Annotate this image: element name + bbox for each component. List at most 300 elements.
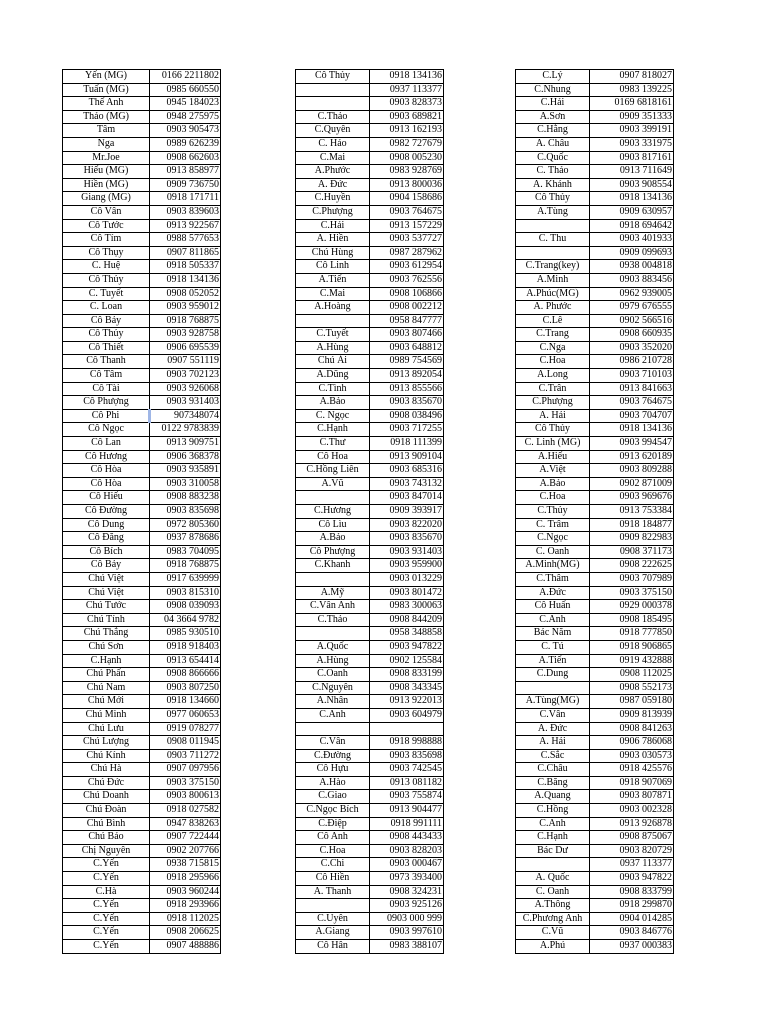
- contact-name-cell[interactable]: [296, 627, 370, 641]
- contact-name-cell[interactable]: A.Tiến: [296, 273, 370, 287]
- contact-phone-cell[interactable]: 0903 959012: [150, 301, 221, 315]
- contact-name-cell[interactable]: C.Thủy: [516, 505, 590, 519]
- contact-name-cell[interactable]: C.Phương Anh: [516, 912, 590, 926]
- contact-name-cell[interactable]: C. Thu: [516, 233, 590, 247]
- contact-name-cell[interactable]: A.Tùng: [516, 205, 590, 219]
- contact-phone-cell[interactable]: 0913 909751: [150, 437, 221, 451]
- contact-phone-cell[interactable]: 0908 833799: [590, 885, 674, 899]
- contact-name-cell[interactable]: C.Mai: [296, 287, 370, 301]
- contact-name-cell[interactable]: C.Yến: [63, 899, 150, 913]
- contact-name-cell[interactable]: C.Vũ: [516, 926, 590, 940]
- contact-name-cell[interactable]: Hiếu (MG): [63, 165, 150, 179]
- contact-phone-cell[interactable]: 0903 352020: [590, 341, 674, 355]
- contact-phone-cell[interactable]: 0988 577653: [150, 233, 221, 247]
- contact-phone-cell[interactable]: 0903 835698: [370, 749, 444, 763]
- contact-phone-cell[interactable]: 0938 004818: [590, 260, 674, 274]
- contact-name-cell[interactable]: Hiền (MG): [63, 178, 150, 192]
- contact-name-cell[interactable]: Thế Anh: [63, 97, 150, 111]
- contact-phone-cell[interactable]: 0983 139225: [590, 83, 674, 97]
- contact-phone-cell[interactable]: 0903 612954: [370, 260, 444, 274]
- contact-name-cell[interactable]: Cô Ngọc: [63, 423, 150, 437]
- contact-phone-cell[interactable]: 0938 715815: [150, 858, 221, 872]
- contact-name-cell[interactable]: A. Châu: [516, 137, 590, 151]
- contact-phone-cell[interactable]: 0979 676555: [590, 301, 674, 315]
- contact-phone-cell[interactable]: 0903 926068: [150, 382, 221, 396]
- contact-name-cell[interactable]: Giang (MG): [63, 192, 150, 206]
- contact-phone-cell[interactable]: 0913 922013: [370, 695, 444, 709]
- contact-phone-cell[interactable]: 0903 905473: [150, 124, 221, 138]
- contact-name-cell[interactable]: C.Lý: [516, 70, 590, 84]
- contact-name-cell[interactable]: A.Dũng: [296, 369, 370, 383]
- contact-phone-cell[interactable]: 0908 552173: [590, 681, 674, 695]
- contact-name-cell[interactable]: Cô Thủy: [296, 70, 370, 84]
- contact-name-cell[interactable]: Cô Hòa: [63, 464, 150, 478]
- contact-name-cell[interactable]: Cô Tước: [63, 219, 150, 233]
- contact-name-cell[interactable]: Cô Vân: [63, 205, 150, 219]
- contact-name-cell[interactable]: Cô Hiếu: [63, 491, 150, 505]
- contact-phone-cell[interactable]: 0903 689821: [370, 110, 444, 124]
- contact-phone-cell[interactable]: 0903 604979: [370, 708, 444, 722]
- contact-name-cell[interactable]: C. Linh (MG): [516, 437, 590, 451]
- contact-phone-cell[interactable]: 0918 027582: [150, 804, 221, 818]
- contact-phone-cell[interactable]: 0908 443433: [370, 831, 444, 845]
- contact-name-cell[interactable]: Cô Dung: [63, 518, 150, 532]
- contact-phone-cell[interactable]: 0986 210728: [590, 355, 674, 369]
- contact-phone-cell[interactable]: 0918 299870: [590, 899, 674, 913]
- contact-phone-cell[interactable]: 0902 125584: [370, 654, 444, 668]
- contact-phone-cell[interactable]: 0903 883456: [590, 273, 674, 287]
- contact-phone-cell[interactable]: 0903 820729: [590, 844, 674, 858]
- contact-phone-cell[interactable]: 0913 909104: [370, 450, 444, 464]
- contact-phone-cell[interactable]: 0913 904477: [370, 804, 444, 818]
- contact-name-cell[interactable]: Cô Lìu: [296, 518, 370, 532]
- contact-name-cell[interactable]: C.Nga: [516, 341, 590, 355]
- contact-phone-cell[interactable]: 0903 947822: [370, 640, 444, 654]
- contact-name-cell[interactable]: Cô Bích: [63, 545, 150, 559]
- contact-name-cell[interactable]: C.Thảo: [296, 613, 370, 627]
- contact-phone-cell[interactable]: 0166 2211802: [150, 70, 221, 84]
- contact-phone-cell[interactable]: 0903 815310: [150, 586, 221, 600]
- contact-phone-cell[interactable]: 0983 704095: [150, 545, 221, 559]
- contact-phone-cell[interactable]: 0907 818027: [590, 70, 674, 84]
- contact-phone-cell[interactable]: 0989 754569: [370, 355, 444, 369]
- contact-phone-cell[interactable]: 0918 505337: [150, 260, 221, 274]
- contact-name-cell[interactable]: C.Nguyên: [296, 681, 370, 695]
- contact-name-cell[interactable]: Cô Thủy: [63, 273, 150, 287]
- contact-name-cell[interactable]: Cô Phượng: [63, 396, 150, 410]
- contact-name-cell[interactable]: C.Trân: [516, 382, 590, 396]
- contact-name-cell[interactable]: Cô Thủy: [63, 328, 150, 342]
- contact-name-cell[interactable]: C.Sắc: [516, 749, 590, 763]
- contact-phone-cell[interactable]: 0919 432888: [590, 654, 674, 668]
- contact-phone-cell[interactable]: 0907 488886: [150, 940, 221, 954]
- contact-phone-cell[interactable]: 0918 134136: [150, 273, 221, 287]
- contact-name-cell[interactable]: C.Yến: [63, 940, 150, 954]
- contact-phone-cell[interactable]: 0908 011945: [150, 736, 221, 750]
- contact-phone-cell[interactable]: 0983 388107: [370, 940, 444, 954]
- contact-phone-cell[interactable]: 0903 828373: [370, 97, 444, 111]
- contact-phone-cell[interactable]: 0908 206625: [150, 926, 221, 940]
- contact-phone-cell[interactable]: 0913 841663: [590, 382, 674, 396]
- contact-name-cell[interactable]: Chú Kính: [63, 749, 150, 763]
- contact-phone-cell[interactable]: 0903 704707: [590, 409, 674, 423]
- contact-phone-cell[interactable]: 0918 134136: [370, 70, 444, 84]
- contact-phone-cell[interactable]: 0909 099693: [590, 246, 674, 260]
- contact-name-cell[interactable]: C.Anh: [516, 613, 590, 627]
- contact-name-cell[interactable]: A. Đức: [516, 722, 590, 736]
- contact-phone-cell[interactable]: 0908 185495: [590, 613, 674, 627]
- contact-name-cell[interactable]: C. Oanh: [516, 545, 590, 559]
- contact-name-cell[interactable]: C.Vân: [296, 736, 370, 750]
- contact-phone-cell[interactable]: 0918 293966: [150, 899, 221, 913]
- contact-name-cell[interactable]: Cô Thủy: [516, 423, 590, 437]
- contact-name-cell[interactable]: C.Quyên: [296, 124, 370, 138]
- contact-name-cell[interactable]: C.Băng: [516, 776, 590, 790]
- contact-name-cell[interactable]: Chú Mới: [63, 695, 150, 709]
- contact-phone-cell[interactable]: 0904 014285: [590, 912, 674, 926]
- contact-phone-cell[interactable]: 0908 106866: [370, 287, 444, 301]
- contact-phone-cell[interactable]: 0913 654414: [150, 654, 221, 668]
- contact-name-cell[interactable]: A.Quang: [516, 790, 590, 804]
- contact-name-cell[interactable]: C.Chi: [296, 858, 370, 872]
- contact-phone-cell[interactable]: 0918 171711: [150, 192, 221, 206]
- contact-name-cell[interactable]: Cô Tím: [63, 233, 150, 247]
- contact-name-cell[interactable]: C.Dung: [516, 668, 590, 682]
- contact-phone-cell[interactable]: 0918 768875: [150, 559, 221, 573]
- contact-phone-cell[interactable]: 0909 813939: [590, 708, 674, 722]
- contact-name-cell[interactable]: C.Uyên: [296, 912, 370, 926]
- contact-name-cell[interactable]: A.Phước: [296, 165, 370, 179]
- contact-phone-cell[interactable]: 0903 960244: [150, 885, 221, 899]
- contact-phone-cell[interactable]: 0908 038496: [370, 409, 444, 423]
- contact-phone-cell[interactable]: 0907 722444: [150, 831, 221, 845]
- contact-name-cell[interactable]: C. Huệ: [63, 260, 150, 274]
- contact-name-cell[interactable]: Chú Tính: [63, 613, 150, 627]
- contact-name-cell[interactable]: Tuấn (MG): [63, 83, 150, 97]
- contact-phone-cell[interactable]: 0903 817161: [590, 151, 674, 165]
- contact-phone-cell[interactable]: 0913 800036: [370, 178, 444, 192]
- contact-name-cell[interactable]: C.Đường: [296, 749, 370, 763]
- contact-phone-cell[interactable]: 0983 928769: [370, 165, 444, 179]
- contact-name-cell[interactable]: Cô Huấn: [516, 600, 590, 614]
- contact-name-cell[interactable]: C.Mai: [296, 151, 370, 165]
- contact-phone-cell[interactable]: 0903 807466: [370, 328, 444, 342]
- contact-name-cell[interactable]: Cô Tâm: [63, 369, 150, 383]
- contact-name-cell[interactable]: C.Trang: [516, 328, 590, 342]
- contact-phone-cell[interactable]: 0918 295966: [150, 872, 221, 886]
- contact-phone-cell[interactable]: 907348074: [150, 409, 221, 423]
- contact-phone-cell[interactable]: 0903 800613: [150, 790, 221, 804]
- contact-name-cell[interactable]: C.Lê: [516, 314, 590, 328]
- contact-phone-cell[interactable]: 0918 134660: [150, 695, 221, 709]
- contact-phone-cell[interactable]: 0903 807250: [150, 681, 221, 695]
- contact-name-cell[interactable]: A.Phú: [516, 940, 590, 954]
- contact-name-cell[interactable]: Chú Hùng: [296, 246, 370, 260]
- contact-phone-cell[interactable]: 0918 134136: [590, 192, 674, 206]
- contact-name-cell[interactable]: Chú Ái: [296, 355, 370, 369]
- contact-phone-cell[interactable]: 0908 002212: [370, 301, 444, 315]
- contact-phone-cell[interactable]: 0918 906865: [590, 640, 674, 654]
- contact-phone-cell[interactable]: 0948 275975: [150, 110, 221, 124]
- contact-phone-cell[interactable]: 0903 375150: [590, 586, 674, 600]
- contact-phone-cell[interactable]: 0937 113377: [590, 858, 674, 872]
- contact-phone-cell[interactable]: 0918 998888: [370, 736, 444, 750]
- contact-name-cell[interactable]: Chú Bảo: [63, 831, 150, 845]
- contact-name-cell[interactable]: Cô Phi: [63, 409, 150, 423]
- contact-name-cell[interactable]: C.Oanh: [296, 668, 370, 682]
- contact-name-cell[interactable]: Chú Tước: [63, 600, 150, 614]
- contact-name-cell[interactable]: C.Anh: [516, 817, 590, 831]
- contact-name-cell[interactable]: C.Huyền: [296, 192, 370, 206]
- contact-phone-cell[interactable]: 0903 928758: [150, 328, 221, 342]
- contact-phone-cell[interactable]: 0903 935891: [150, 464, 221, 478]
- contact-name-cell[interactable]: Chú Lượng: [63, 736, 150, 750]
- contact-phone-cell[interactable]: 0918 184877: [590, 518, 674, 532]
- contact-name-cell[interactable]: C.Điệp: [296, 817, 370, 831]
- contact-name-cell[interactable]: C.Nhung: [516, 83, 590, 97]
- contact-phone-cell[interactable]: 0909 630957: [590, 205, 674, 219]
- contact-phone-cell[interactable]: 0907 551119: [150, 355, 221, 369]
- contact-phone-cell[interactable]: 0947 838263: [150, 817, 221, 831]
- contact-name-cell[interactable]: A.Tùng(MG): [516, 695, 590, 709]
- contact-phone-cell[interactable]: 0903 835670: [370, 532, 444, 546]
- contact-name-cell[interactable]: A.Giang: [296, 926, 370, 940]
- contact-name-cell[interactable]: C.Thâm: [516, 572, 590, 586]
- contact-phone-cell[interactable]: 0918 907069: [590, 776, 674, 790]
- contact-name-cell[interactable]: Chú Hà: [63, 763, 150, 777]
- contact-name-cell[interactable]: A. Hiền: [296, 233, 370, 247]
- contact-phone-cell[interactable]: 0913 855566: [370, 382, 444, 396]
- contact-name-cell[interactable]: A.Hiếu: [516, 450, 590, 464]
- contact-phone-cell[interactable]: 0913 620189: [590, 450, 674, 464]
- contact-phone-cell[interactable]: 0903 707989: [590, 572, 674, 586]
- contact-name-cell[interactable]: Cô Lan: [63, 437, 150, 451]
- contact-name-cell[interactable]: C. Loan: [63, 301, 150, 315]
- contact-phone-cell[interactable]: 0903 000 999: [370, 912, 444, 926]
- contact-name-cell[interactable]: Cô Bảy: [63, 559, 150, 573]
- contact-name-cell[interactable]: Cô Phượng: [296, 545, 370, 559]
- contact-phone-cell[interactable]: 0937 113377: [370, 83, 444, 97]
- contact-name-cell[interactable]: C.Tình: [296, 382, 370, 396]
- contact-name-cell[interactable]: Cô Hựu: [296, 763, 370, 777]
- contact-phone-cell[interactable]: 0908 005230: [370, 151, 444, 165]
- contact-phone-cell[interactable]: 0918 112025: [150, 912, 221, 926]
- contact-name-cell[interactable]: [296, 97, 370, 111]
- contact-name-cell[interactable]: C. Trâm: [516, 518, 590, 532]
- contact-name-cell[interactable]: A.Sơn: [516, 110, 590, 124]
- contact-name-cell[interactable]: Cô Thiết: [63, 341, 150, 355]
- contact-phone-cell[interactable]: 0973 393400: [370, 872, 444, 886]
- contact-name-cell[interactable]: A.Hoàng: [296, 301, 370, 315]
- contact-phone-cell[interactable]: 0903 000467: [370, 858, 444, 872]
- contact-phone-cell[interactable]: 0972 805360: [150, 518, 221, 532]
- contact-phone-cell[interactable]: 0902 207766: [150, 844, 221, 858]
- contact-name-cell[interactable]: C.Yến: [63, 926, 150, 940]
- contact-phone-cell[interactable]: 0908 324231: [370, 885, 444, 899]
- contact-name-cell[interactable]: C. Hảo: [296, 137, 370, 151]
- contact-phone-cell[interactable]: 0903 828203: [370, 844, 444, 858]
- contact-name-cell[interactable]: [296, 572, 370, 586]
- contact-phone-cell[interactable]: 0908 875067: [590, 831, 674, 845]
- contact-phone-cell[interactable]: 0903 710103: [590, 369, 674, 383]
- contact-name-cell[interactable]: A.Hùng: [296, 341, 370, 355]
- contact-name-cell[interactable]: A.Tiến: [516, 654, 590, 668]
- contact-phone-cell[interactable]: 0918 425576: [590, 763, 674, 777]
- contact-phone-cell[interactable]: 0908 343345: [370, 681, 444, 695]
- contact-phone-cell[interactable]: 0903 835698: [150, 505, 221, 519]
- contact-phone-cell[interactable]: 0903 002328: [590, 804, 674, 818]
- contact-name-cell[interactable]: C.Hải: [296, 219, 370, 233]
- contact-phone-cell[interactable]: 0903 994547: [590, 437, 674, 451]
- contact-name-cell[interactable]: A.Việt: [516, 464, 590, 478]
- contact-name-cell[interactable]: C. Ngọc: [296, 409, 370, 423]
- contact-name-cell[interactable]: C.Hoa: [516, 491, 590, 505]
- contact-name-cell[interactable]: C.Phượng: [516, 396, 590, 410]
- contact-phone-cell[interactable]: 0909 393917: [370, 505, 444, 519]
- contact-name-cell[interactable]: C.Yến: [63, 858, 150, 872]
- contact-phone-cell[interactable]: 0908 844209: [370, 613, 444, 627]
- contact-name-cell[interactable]: A. Hải: [516, 409, 590, 423]
- contact-phone-cell[interactable]: 0908 883238: [150, 491, 221, 505]
- contact-phone-cell[interactable]: 0918 768875: [150, 314, 221, 328]
- contact-name-cell[interactable]: A.Minh(MG): [516, 559, 590, 573]
- contact-name-cell[interactable]: A. Quốc: [516, 872, 590, 886]
- contact-phone-cell[interactable]: 0913 081182: [370, 776, 444, 790]
- contact-name-cell[interactable]: Cô Bảy: [63, 314, 150, 328]
- contact-name-cell[interactable]: C. Oanh: [516, 885, 590, 899]
- contact-name-cell[interactable]: C. Thảo: [516, 165, 590, 179]
- contact-name-cell[interactable]: C.Yến: [63, 912, 150, 926]
- contact-name-cell[interactable]: A. Đức: [296, 178, 370, 192]
- contact-phone-cell[interactable]: 0903 807871: [590, 790, 674, 804]
- contact-name-cell[interactable]: A.Quốc: [296, 640, 370, 654]
- contact-phone-cell[interactable]: 0903 847014: [370, 491, 444, 505]
- contact-phone-cell[interactable]: 0903 702123: [150, 369, 221, 383]
- contact-phone-cell[interactable]: 0909 736750: [150, 178, 221, 192]
- contact-phone-cell[interactable]: 0908 222625: [590, 559, 674, 573]
- contact-phone-cell[interactable]: 0903 839603: [150, 205, 221, 219]
- contact-name-cell[interactable]: C.Hồng: [516, 804, 590, 818]
- contact-phone-cell[interactable]: 0913 157229: [370, 219, 444, 233]
- contact-phone-cell[interactable]: 0913 858977: [150, 165, 221, 179]
- contact-name-cell[interactable]: Cô Hiền: [296, 872, 370, 886]
- contact-name-cell[interactable]: A. Phước: [516, 301, 590, 315]
- contact-phone-cell[interactable]: 0913 711649: [590, 165, 674, 179]
- contact-name-cell[interactable]: Cô Đăng: [63, 532, 150, 546]
- contact-phone-cell[interactable]: 0903 997610: [370, 926, 444, 940]
- contact-phone-cell[interactable]: 0918 991111: [370, 817, 444, 831]
- contact-name-cell[interactable]: Thảo (MG): [63, 110, 150, 124]
- contact-name-cell[interactable]: C.Ngọc: [516, 532, 590, 546]
- contact-phone-cell[interactable]: 0906 695539: [150, 341, 221, 355]
- contact-name-cell[interactable]: Bác Năm: [516, 627, 590, 641]
- contact-phone-cell[interactable]: 0903 801472: [370, 586, 444, 600]
- contact-name-cell[interactable]: C.Hà: [63, 885, 150, 899]
- contact-phone-cell[interactable]: 0903 717255: [370, 423, 444, 437]
- contact-phone-cell[interactable]: 0908 039093: [150, 600, 221, 614]
- contact-name-cell[interactable]: Cô Hoa: [296, 450, 370, 464]
- contact-phone-cell[interactable]: 0918 777850: [590, 627, 674, 641]
- contact-phone-cell[interactable]: 0977 060653: [150, 708, 221, 722]
- contact-name-cell[interactable]: [516, 246, 590, 260]
- contact-name-cell[interactable]: C.Hạnh: [63, 654, 150, 668]
- contact-phone-cell[interactable]: 0903 401933: [590, 233, 674, 247]
- contact-phone-cell[interactable]: 0987 287962: [370, 246, 444, 260]
- contact-phone-cell[interactable]: 0913 753384: [590, 505, 674, 519]
- contact-name-cell[interactable]: A.Bảo: [296, 532, 370, 546]
- contact-name-cell[interactable]: Cô Đường: [63, 505, 150, 519]
- contact-name-cell[interactable]: Chú Đoàn: [63, 804, 150, 818]
- contact-name-cell[interactable]: C.Hạnh: [296, 423, 370, 437]
- contact-name-cell[interactable]: Bác Dư: [516, 844, 590, 858]
- contact-name-cell[interactable]: Cô Thanh: [63, 355, 150, 369]
- contact-name-cell[interactable]: C.Phượng: [296, 205, 370, 219]
- contact-phone-cell[interactable]: 0903 755874: [370, 790, 444, 804]
- contact-name-cell[interactable]: Yến (MG): [63, 70, 150, 84]
- contact-name-cell[interactable]: C.Trang(key): [516, 260, 590, 274]
- contact-phone-cell[interactable]: 0908 662603: [150, 151, 221, 165]
- contact-phone-cell[interactable]: 0903 931403: [150, 396, 221, 410]
- contact-name-cell[interactable]: C.Hoa: [516, 355, 590, 369]
- contact-phone-cell[interactable]: 0903 648812: [370, 341, 444, 355]
- contact-name-cell[interactable]: A. Khánh: [516, 178, 590, 192]
- contact-phone-cell[interactable]: 0958 348858: [370, 627, 444, 641]
- contact-name-cell[interactable]: A.Thông: [516, 899, 590, 913]
- contact-phone-cell[interactable]: 0918 694642: [590, 219, 674, 233]
- contact-name-cell[interactable]: [516, 681, 590, 695]
- contact-name-cell[interactable]: C.Thảo: [296, 110, 370, 124]
- contact-phone-cell[interactable]: 0908 833199: [370, 668, 444, 682]
- contact-name-cell[interactable]: A.Đức: [516, 586, 590, 600]
- contact-phone-cell[interactable]: 0906 368378: [150, 450, 221, 464]
- contact-name-cell[interactable]: A.Minh: [516, 273, 590, 287]
- contact-phone-cell[interactable]: 0907 811865: [150, 246, 221, 260]
- contact-phone-cell[interactable]: 0908 112025: [590, 668, 674, 682]
- contact-phone-cell[interactable]: 04 3664 9782: [150, 613, 221, 627]
- contact-name-cell[interactable]: Cô Linh: [296, 260, 370, 274]
- contact-phone-cell[interactable]: 0913 162193: [370, 124, 444, 138]
- contact-name-cell[interactable]: A.Vũ: [296, 477, 370, 491]
- contact-name-cell[interactable]: Chú Bình: [63, 817, 150, 831]
- contact-phone-cell[interactable]: 0903 742545: [370, 763, 444, 777]
- contact-phone-cell[interactable]: 0913 926878: [590, 817, 674, 831]
- contact-name-cell[interactable]: C.Hằng: [516, 124, 590, 138]
- contact-name-cell[interactable]: Chú Đức: [63, 776, 150, 790]
- contact-phone-cell[interactable]: 0903 030573: [590, 749, 674, 763]
- contact-phone-cell[interactable]: 0906 786068: [590, 736, 674, 750]
- contact-name-cell[interactable]: C. Tú: [516, 640, 590, 654]
- contact-name-cell[interactable]: C.Vân Anh: [296, 600, 370, 614]
- contact-phone-cell[interactable]: 0945 184023: [150, 97, 221, 111]
- contact-name-cell[interactable]: C.Quốc: [516, 151, 590, 165]
- contact-phone-cell[interactable]: 0903 947822: [590, 872, 674, 886]
- contact-phone-cell[interactable]: 0903 310058: [150, 477, 221, 491]
- contact-name-cell[interactable]: Tâm: [63, 124, 150, 138]
- contact-phone-cell[interactable]: 0903 931403: [370, 545, 444, 559]
- contact-name-cell[interactable]: Cô Hòa: [63, 477, 150, 491]
- contact-phone-cell[interactable]: 0903 685316: [370, 464, 444, 478]
- contact-name-cell[interactable]: C.Hương: [296, 505, 370, 519]
- contact-phone-cell[interactable]: 0908 660935: [590, 328, 674, 342]
- contact-name-cell[interactable]: [516, 219, 590, 233]
- contact-name-cell[interactable]: Cô Anh: [296, 831, 370, 845]
- contact-phone-cell[interactable]: 0982 727679: [370, 137, 444, 151]
- contact-name-cell[interactable]: Chú Sơn: [63, 640, 150, 654]
- contact-phone-cell[interactable]: 0903 925126: [370, 899, 444, 913]
- contact-phone-cell[interactable]: 0985 660550: [150, 83, 221, 97]
- contact-name-cell[interactable]: Cô Tài: [63, 382, 150, 396]
- contact-phone-cell[interactable]: 0919 078277: [150, 722, 221, 736]
